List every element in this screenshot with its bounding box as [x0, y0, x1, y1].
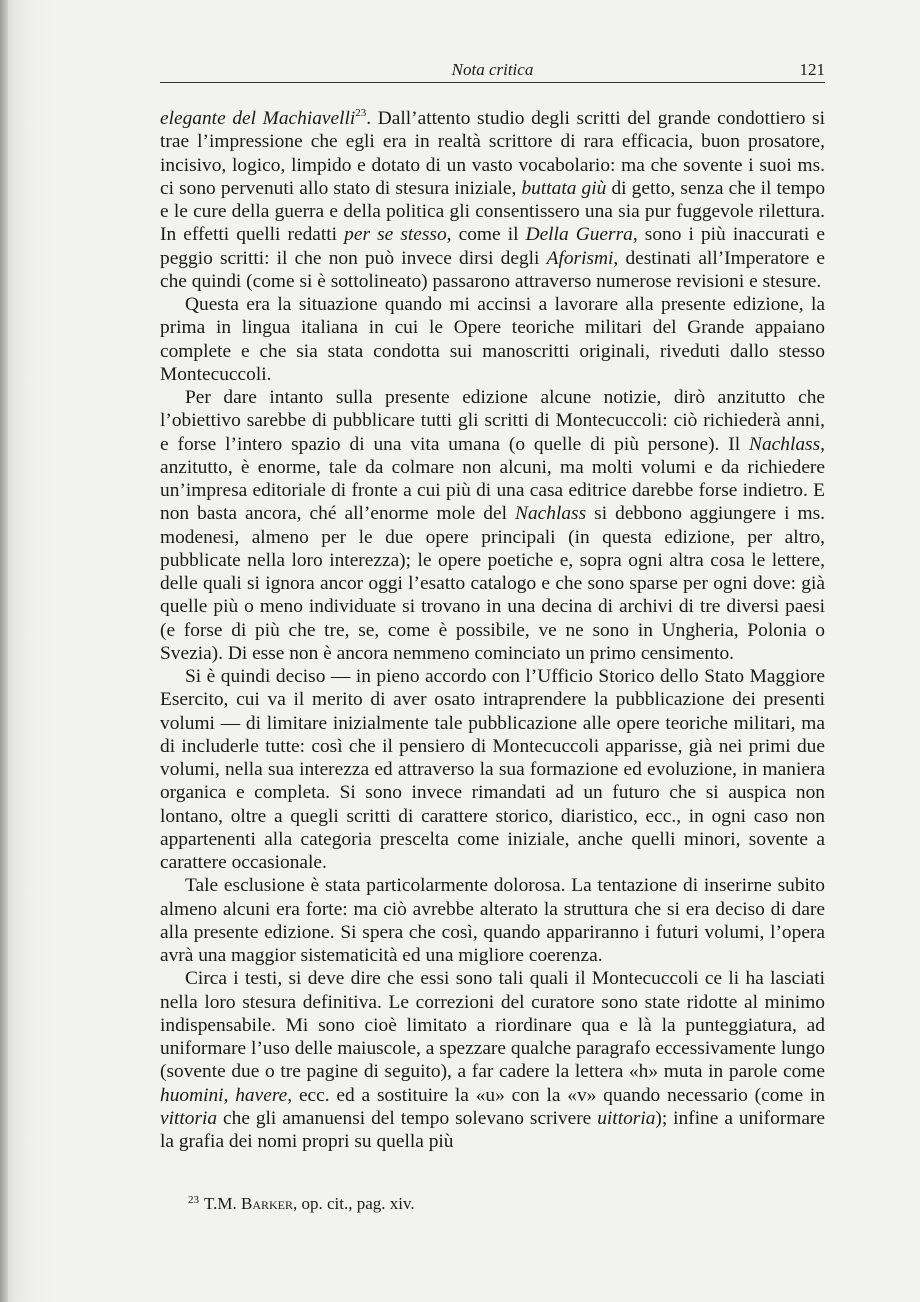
text-run: , sono i più inaccurati e peggio scritti: il che non può invece dirsi degli — [160, 224, 825, 269]
text-run: ); infine a uniformare la grafia dei nomi propri su quella più — [160, 1107, 825, 1152]
text-run: di getto, senza che il tempo e le cure della guerra e della politica gli consentissero una sia pur fuggevole rilettura. In effetti quelli redatti — [160, 177, 826, 246]
italic-run: Aforismi — [546, 247, 614, 269]
running-title: Nota critica — [451, 60, 534, 79]
italic-run: Della Guerra — [525, 224, 633, 246]
footnote-ref: 23 — [355, 107, 367, 119]
text-run: , come il — [446, 224, 526, 246]
footnote-text: , op. cit., pag. xiv. — [293, 1194, 415, 1213]
text-run: , anzitutto, è enorme, tale da colmare non alcuni, ma molti volumi e da richiedere un’impresa editoriale di fronte a cui più di una casa editrice darebbe forse indietro. E non basta ancora, ché all’enorme mole del — [160, 433, 825, 525]
italic-run: Nachlass — [749, 433, 821, 455]
body-text — [160, 107, 825, 1153]
paragraph — [160, 293, 825, 386]
paragraph — [160, 665, 825, 874]
footnote-number: 23 — [188, 1194, 199, 1206]
text-run: ecc. ed a sostituire la «u» con la «v» quando necessario (come in — [292, 1084, 826, 1106]
italic-run: vittoria — [160, 1107, 218, 1129]
text-run: Tale esclusione è stata particolarmente dolorosa. La tentazione di inserirne subito almeno alcuni era forte: ma ciò avrebbe alterato la struttura che si era deciso di dare alla presente edizione. Si spera che così, quando appariranno i futuri volumi, l’opera avrà una maggior sistematicità ed una migliore coerenza. — [160, 875, 825, 966]
italic-run: per se stesso — [344, 224, 447, 246]
text-run: si debbono aggiungere i ms. modenesi, almeno per le due opere principali (in questa edizione, per altro, pubblicate nella loro interezza); le opere poetiche e, sopra ogni altra cosa le lettere, delle quali si ignora ancor oggi l’esatto catalogo e che sono sparse per ogni dove: già quelle più o meno individuate si trovano in una decina di archivi di tre diversi paesi (e forse di più che tre, se, come è possibile, ve ne sono in Ungheria, Polonia o Svezia). Di esse non è ancora nemmeno cominciato un primo censimento. — [160, 503, 825, 664]
text-run: , destinati all’Imperatore e che quindi (come si è sottolineato) passarono attraverso numerose revisioni e stesure. — [160, 247, 825, 292]
italic-run: Nachlass — [515, 503, 587, 525]
footnote-author: T.M. Barker — [204, 1194, 293, 1213]
text-run: che gli amanuensi del tempo solevano scrivere — [217, 1107, 598, 1129]
text-run: Si è quindi deciso — in pieno accordo con l’Ufficio Storico dello Stato Maggiore Esercito, cui va il merito di aver osato intraprendere la pubblicazione dei presenti volumi — di limitare inizialmente tale pubblicazione alle opere teoriche militari, ma di includerle tutte: così che il pensiero di Montecuccoli apparisse, già nei primi due volumi, nella sua interezza ed attraverso la sua formazione ed evoluzione, in maniera organica e completa. Si sono invece rimandati ad un futuro che si auspica non lontano, oltre a quegli scritti di carattere storico, diaristico, ecc., in ogni caso non appartenenti alla categoria prescelta come iniziale, anche quelli minori, sovente a carattere occasionale. — [160, 666, 825, 873]
italic-run: huomini, havere, — [160, 1084, 293, 1106]
text-run: Per dare intanto sulla presente edizione alcune notizie, dirò anzitutto che l’obiettivo sarebbe di pubblicare tutti gli scritti di Montecuccoli: ciò richiederà anni, e forse l’intero spazio di una vita umana (o quelle di più persone). Il — [160, 387, 825, 455]
paragraph — [160, 386, 825, 665]
footnote — [188, 1190, 415, 1214]
paragraph — [160, 874, 825, 967]
italic-run: uittoria — [597, 1107, 656, 1129]
running-head — [160, 60, 825, 83]
text-run: . Dall’attento studio degli scritti del grande condottiero si trae l’impressione che egli era in realtà scrittore di rara efficacia, buon prosatore, incisivo, logico, limpido e dotato di un vasto vocabolario: ma che sovente i suoi ms. ci sono pervenuti allo stato di stesura iniziale, — [160, 108, 825, 199]
text-run: Circa i testi, si deve dire che essi sono tali quali il Montecuccoli ce li ha lasciati nella loro stesura definitiva. Le correzioni del curatore sono state ridotte al minimo indispensabile. Mi sono cioè limitato a riordinare qua e là la punteggiatura, ad uniformare l’uso delle maiuscole, a spezzare qualche paragrafo eccessivamente lungo (sovente due o tre pagine di seguito), a far cadere la lettera «h» muta in parole come — [160, 968, 825, 1083]
page-number: 121 — [799, 60, 825, 79]
binding-shadow — [0, 0, 8, 1302]
text-run: Questa era la situazione quando mi accinsi a lavorare alla presente edizione, la prima in lingua italiana in cui le Opere teoriche militari del Grande appaiano complete e che sia stata condotta sui manoscritti originali, riveduti dallo stesso Montecuccoli. — [160, 294, 825, 385]
paragraph — [160, 967, 825, 1153]
italic-run: elegante del Machiavelli — [160, 108, 356, 129]
italic-run: buttata giù — [521, 177, 607, 199]
paragraph — [160, 107, 825, 293]
